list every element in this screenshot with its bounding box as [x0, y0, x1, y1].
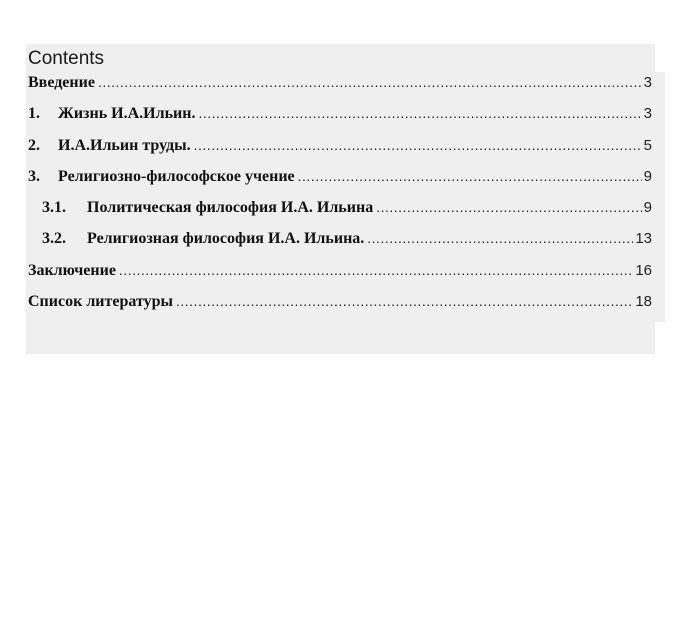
toc-entry-page: 5 — [643, 137, 652, 154]
leader-dots — [176, 293, 633, 309]
toc-entry-page: 9 — [643, 168, 652, 185]
toc-entry-number: 3.1. — [42, 199, 66, 216]
leader-dots — [98, 74, 642, 90]
toc-entry-1[interactable] — [28, 105, 652, 125]
toc-entry-number: 3.2. — [42, 230, 66, 247]
toc-title: Contents — [28, 48, 105, 69]
toc-entry-label: Политическая философия И.А. Ильина — [87, 199, 374, 216]
toc-entry-label: Жизнь И.А.Ильин. — [58, 105, 196, 122]
toc-entry-3[interactable] — [28, 168, 652, 188]
toc-entry-number: 1. — [28, 105, 40, 122]
leader-dots — [119, 262, 633, 278]
field-shading — [655, 72, 665, 322]
toc-entry-page: 9 — [643, 199, 652, 216]
toc-entry-conclusion[interactable] — [28, 262, 652, 282]
toc-entry-label: Заключение — [28, 262, 116, 279]
leader-dots — [367, 230, 633, 246]
toc-entry-label: Религиозно-философское учение — [58, 168, 295, 185]
leader-dots — [198, 105, 641, 121]
toc-entry-page: 16 — [635, 262, 652, 279]
toc-entry-page: 3 — [643, 74, 652, 91]
toc-entry-label: И.А.Ильин труды. — [58, 137, 191, 154]
toc-entry-label: Религиозная философия И.А. Ильина. — [87, 230, 365, 247]
toc-entry-2[interactable] — [28, 137, 652, 157]
table-of-contents — [26, 44, 655, 354]
toc-entry-bibliography[interactable] — [28, 293, 652, 313]
leader-dots — [376, 199, 641, 215]
leader-dots — [298, 168, 642, 184]
toc-entry-3-1[interactable] — [42, 199, 652, 219]
toc-entry-page: 18 — [635, 293, 652, 310]
toc-entry-number: 2. — [28, 137, 40, 154]
toc-entry-label: Список литературы — [28, 293, 173, 310]
toc-entry-3-2[interactable] — [42, 230, 652, 250]
toc-entry-number: 3. — [28, 168, 40, 185]
leader-dots — [194, 137, 642, 153]
toc-entry-label: Введение — [28, 74, 95, 91]
toc-entry-page: 3 — [643, 105, 652, 122]
toc-entry-introduction[interactable] — [28, 74, 652, 94]
toc-entry-page: 13 — [635, 230, 652, 247]
